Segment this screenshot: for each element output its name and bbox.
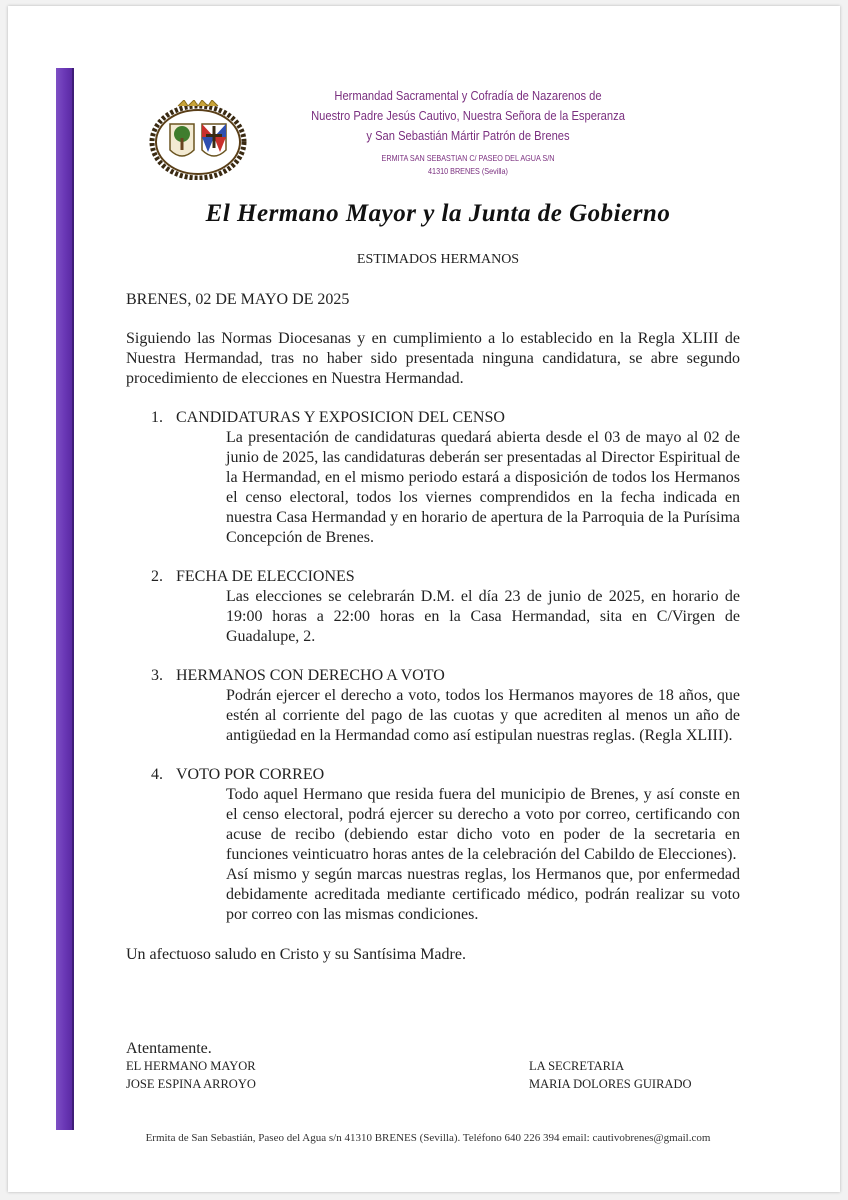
section-text: Todo aquel Hermano que resida fuera del municipio de Brenes, y así conste en el censo electoral, podrá ejercer su derecho a voto por correo, certificando con acuse de recibo (debiendo estar dicho voto en poder de la secretaria en funciones veinticuatro horas antes de la celebración del Cabildo de Elecciones). [226,786,740,863]
dateline: BRENES, 02 DE MAYO DE 2025 [126,291,350,308]
signature-right [529,1057,692,1093]
header-address-line-2: 41310 BRENES (Sevilla) [428,166,508,176]
header-address [298,152,638,178]
section-title: FECHA DE ELECCIONES [176,568,355,585]
signature-name: JOSE ESPINA ARROYO [126,1077,256,1091]
decorative-side-bar [56,68,74,1130]
signature-role: EL HERMANO MAYOR [126,1059,256,1073]
brotherhood-emblem-icon [148,100,248,180]
page-title: El Hermano Mayor y la Junta de Gobierno [205,200,671,227]
brotherhood-header [268,86,668,178]
signoff: Atentamente. [126,1040,212,1057]
header-line-2: Nuestro Padre Jesús Cautivo, Nuestra Señora de la Esperanza [311,108,625,123]
section-text: Podrán ejercer el derecho a voto, todos los Hermanos mayores de 18 años, que estén al corriente del pago de las cuotas y que acrediten al menos un año de antigüedad en la Hermandad como así estipulan nuestras reglas. (Regla XLIII). [226,687,740,744]
section-text: La presentación de candidaturas quedará abierta desde el 03 de mayo al 02 de junio de 2025, las candidaturas deberán ser presentadas al Director Espiritual de la Hermandad, en el mismo periodo estará a disposición de todos los Hermanos el censo electoral, todos los viernes comprendidos en la fecha indicada en nuestra Casa Hermandad y en horario de apertura de la Parroquia de la Purísima Concepción de Brenes. [226,429,740,546]
section-title: CANDIDATURAS Y EXPOSICION DEL CENSO [176,409,505,426]
section-fecha [126,567,740,647]
section-title: VOTO POR CORREO [176,766,325,783]
section-number: 4. [151,766,163,783]
section-number: 1. [151,409,163,426]
signature-name: MARIA DOLORES GUIRADO [529,1077,692,1091]
section-number: 3. [151,667,163,684]
section-heading [126,408,740,428]
intro-paragraph: Siguiendo las Normas Diocesanas y en cumplimiento a lo establecido en la Regla XLIII de Nuestra Hermandad, tras no haber sido presentada ninguna candidatura, se abre segundo procedimiento de elecciones en Nuestra Hermandad. [126,330,740,387]
header-line-3: y San Sebastián Mártir Patrón de Brenes [366,128,570,143]
greeting: ESTIMADOS HERMANOS [356,252,520,267]
document-body [126,329,740,965]
section-number: 2. [151,568,163,585]
section-heading [126,567,740,587]
section-candidaturas [126,408,740,548]
section-derecho-voto [126,666,740,746]
document-page [8,6,840,1192]
section-heading [126,765,740,785]
section-title: HERMANOS CON DERECHO A VOTO [176,667,445,684]
signature-role: LA SECRETARIA [529,1059,625,1073]
section-text: Las elecciones se celebrarán D.M. el día 23 de junio de 2025, en horario de 19:00 horas a 22:00 horas en la Casa Hermandad, sita en C/Virgen de Guadalupe, 2. [226,588,740,645]
signature-left [126,1057,256,1093]
section-voto-correo [126,765,740,925]
section-heading [126,666,740,686]
header-line-1: Hermandad Sacramental y Cofradía de Nazarenos de [334,88,602,103]
footer-contact: Ermita de San Sebastián, Paseo del Agua s/n 41310 BRENES (Sevilla). Teléfono 640 226 394 email: cautivobrenes@gmail.com [145,1132,711,1144]
header-address-line-1: ERMITA SAN SEBASTIAN C/ PASEO DEL AGUA S/N [381,153,555,163]
closing-greeting: Un afectuoso saludo en Cristo y su Santísima Madre. [126,946,466,963]
section-text-2: Así mismo y según marcas nuestras reglas, los Hermanos que, por enfermedad debidamente acreditada mediante certificado médico, podrán realizar su voto por correo con las mismas condiciones. [226,866,740,923]
